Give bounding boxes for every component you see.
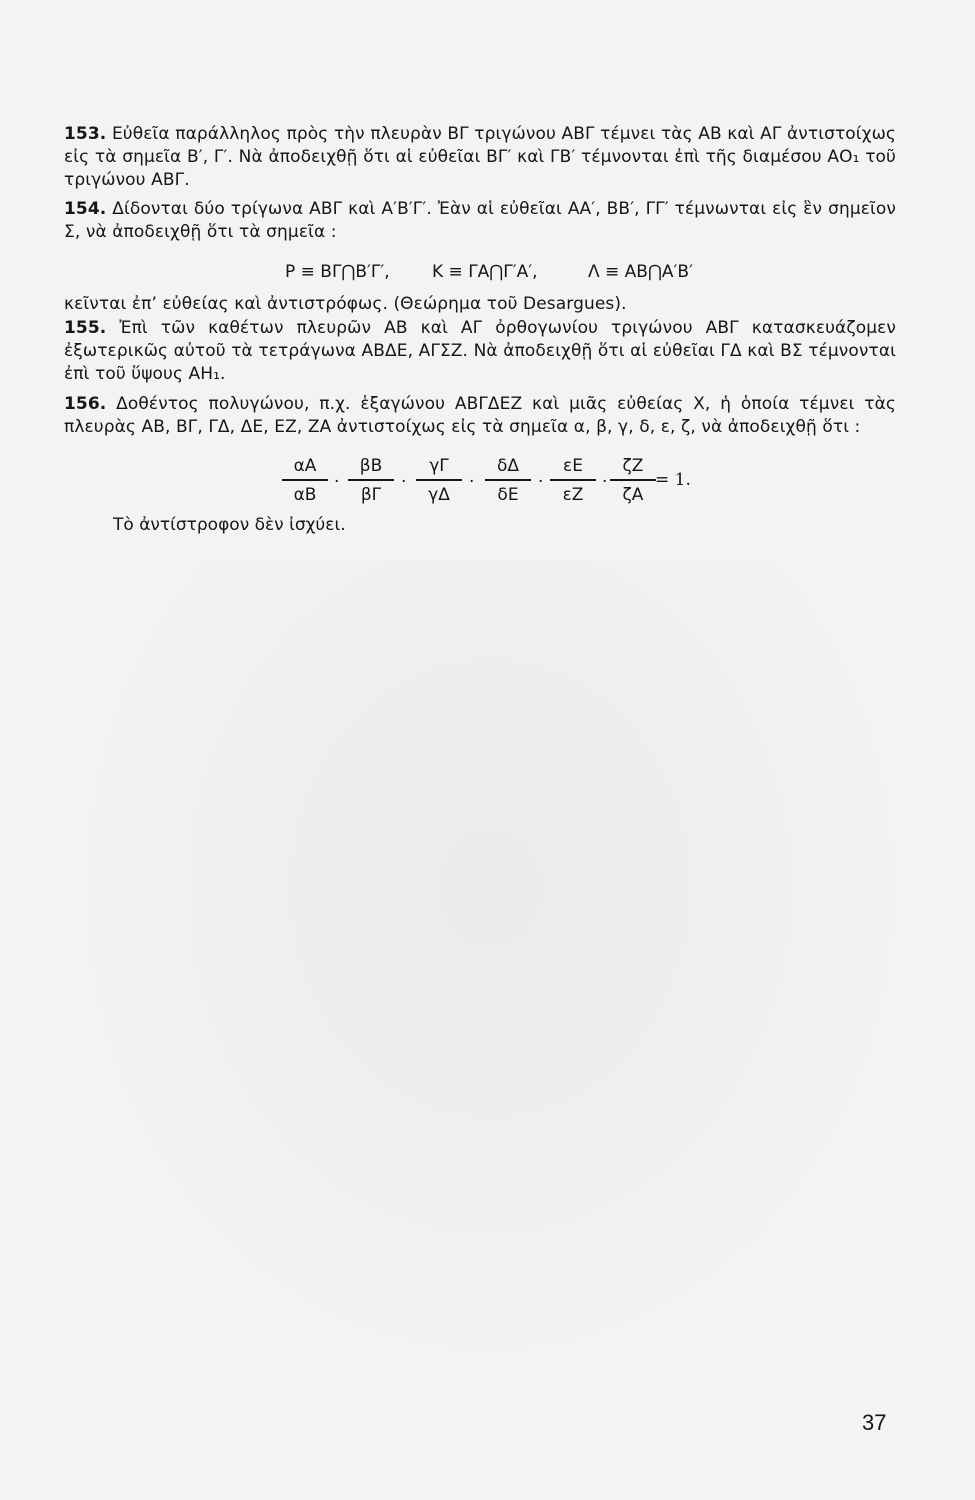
denominator: αΒ	[293, 484, 317, 505]
converse-note: Τὸ ἀντίστροφον δὲν ἰσχύει.	[113, 515, 346, 535]
denominator: εΖ	[562, 484, 584, 505]
problem-153	[64, 123, 896, 192]
numerator: γΓ	[429, 456, 449, 476]
fraction	[485, 455, 531, 506]
denominator: δΕ	[497, 484, 519, 505]
numerator: βΒ	[359, 456, 383, 476]
fraction	[348, 455, 394, 506]
fraction-bar	[485, 479, 531, 481]
problem-154	[64, 198, 896, 244]
formula-p: Ρ ≡ ΒΓ⋂Β′Γ′,	[285, 262, 390, 282]
problem-text: Εὐθεῖα παράλληλος πρὸς τὴν πλευρὰν ΒΓ τριγώνου ΑΒΓ τέμνει τὰς ΑΒ καὶ ΑΓ ἀντιστοίχως εἰς τὰ σημεῖα Β′, Γ′. Νὰ ἀποδειχθῇ ὅτι αἱ εὐθεῖαι ΒΓ′ καὶ ΓΒ′ τέμνονται ἐπὶ τῆς διαμέσου ΑΟ₁ τοῦ τριγώνου ΑΒΓ.	[64, 124, 896, 190]
fraction-bar	[550, 479, 596, 481]
fraction	[416, 455, 462, 506]
problem-number: 154.	[64, 199, 107, 219]
denominator: γΔ	[428, 484, 450, 505]
problem-text: Δίδονται δύο τρίγωνα ΑΒΓ καὶ Α′Β′Γ′. Ἐὰν αἱ εὐθεῖαι ΑΑ′, ΒΒ′, ΓΓ′ τέμνωνται εἰς ἓν σημεῖον Σ, νὰ ἀποδειχθῇ ὅτι τὰ σημεῖα :	[64, 199, 896, 242]
problem-156	[64, 393, 896, 439]
denominator: βΓ	[360, 484, 382, 505]
formula-l: Λ ≡ ΑΒ⋂Α′Β′	[588, 262, 693, 282]
multiplication-dot: ·	[602, 472, 608, 492]
problem-154-continuation	[64, 293, 896, 316]
fraction-bar	[610, 479, 656, 481]
problem-text: κεῖνται ἐπ’ εὐθείας καὶ ἀντιστρόφως. (Θεώρημα τοῦ Desargues).	[64, 294, 627, 314]
equals-one: = 1.	[655, 470, 691, 490]
fraction	[610, 455, 656, 506]
problem-text: Ἐπὶ τῶν καθέτων πλευρῶν ΑΒ καὶ ΑΓ ὀρθογωνίου τριγώνου ΑΒΓ κατασκευάζομεν ἐξωτερικῶς αὐτοῦ τὰ τετράγωνα ΑΒΔΕ, ΑΓΣΖ. Νὰ ἀποδειχθῇ ὅτι αἱ εὐθεῖαι ΓΔ καὶ ΒΣ τέμνονται ἐπὶ τοῦ ὕψους ΑΗ₁.	[64, 318, 896, 384]
problem-number: 156.	[64, 394, 107, 414]
show-through-shadow	[60, 560, 920, 1380]
multiplication-dot: ·	[334, 472, 340, 492]
fraction-bar	[348, 479, 394, 481]
problem-number: 153.	[64, 124, 107, 144]
numerator: ζΖ	[622, 456, 644, 476]
fraction-bar	[282, 479, 328, 481]
multiplication-dot: ·	[538, 472, 544, 492]
multiplication-dot: ·	[401, 472, 407, 492]
problem-number: 155.	[64, 318, 107, 338]
page-number: 37	[862, 1410, 887, 1435]
ratio-product-equation	[282, 455, 732, 515]
fraction	[550, 455, 596, 506]
fraction-bar	[416, 479, 462, 481]
problem-155	[64, 317, 896, 386]
formula-k: Κ ≡ ΓΑ⋂Γ′Α′,	[432, 262, 538, 282]
problem-text: Δοθέντος πολυγώνου, π.χ. ἑξαγώνου ΑΒΓΔΕΖ καὶ μιᾶς εὐθείας Χ, ἡ ὁποία τέμνει τὰς πλευρὰς ΑΒ, ΒΓ, ΓΔ, ΔΕ, ΕΖ, ΖΑ ἀντιστοίχως εἰς τὰ σημεῖα α, β, γ, δ, ε, ζ, νὰ ἀποδειχθῇ ὅτι :	[64, 394, 896, 437]
numerator: δΔ	[496, 456, 520, 476]
multiplication-dot: ·	[469, 472, 475, 492]
denominator: ζΑ	[622, 484, 644, 505]
numerator: αΑ	[293, 456, 317, 476]
fraction	[282, 455, 328, 506]
numerator: εΕ	[563, 456, 583, 476]
